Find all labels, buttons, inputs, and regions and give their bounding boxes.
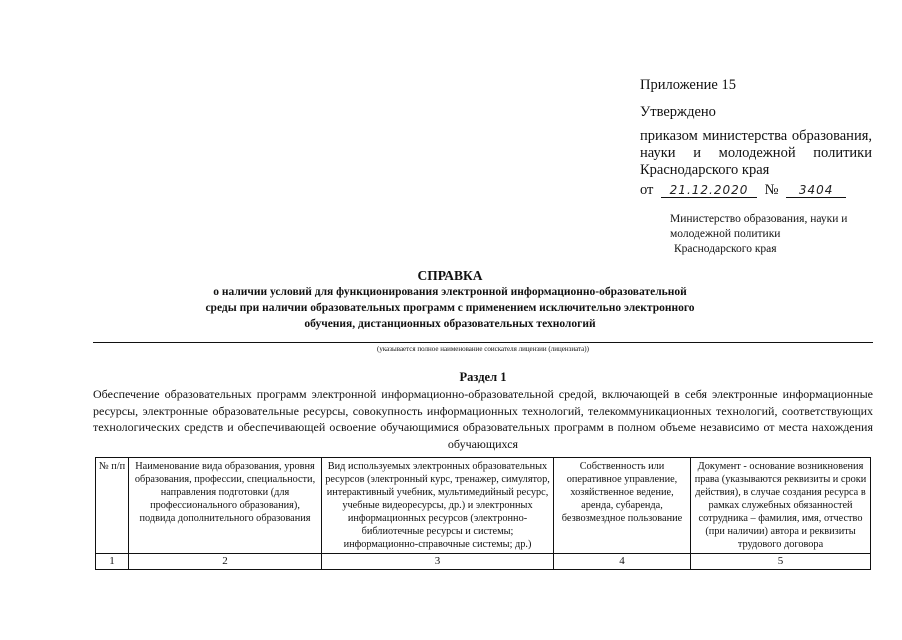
order-text: приказом министерства образования, науки и молодежной политики Краснодарского края (640, 128, 872, 178)
ministry-line: молодежной политики (670, 228, 781, 240)
appendix-label: Приложение 15 (640, 77, 736, 93)
licensee-name-line (93, 342, 873, 343)
section-title: Раздел 1 (459, 370, 507, 384)
ministry-line: Министерство образования, науки и (670, 213, 848, 225)
ministry-address (670, 212, 875, 257)
date-prefix: от (640, 182, 654, 198)
order-date-row (640, 182, 846, 199)
title-subtitle-line: среды при наличии образовательных программ с применением исключительно электронного (205, 302, 695, 314)
table-number-cell: 4 (554, 554, 691, 570)
licensee-caption: (указывается полное наименование соискателя лицензии (лицензиата)) (377, 345, 589, 353)
table-header-cell: Собственность или оперативное управление, хозяйственное ведение, аренда, субаренда, безвозмездное пользование (554, 458, 691, 554)
section-body: Обеспечение образовательных программ электронной информационно-образовательной средой, включающей в себя электронные информационные ресурсы, электронные образовательные ресурсы, совокупность информационных технологий, телекоммуникационных технологий, соответствующих технологических средств и обеспечивающей освоение обучающимися образовательных программ в полном объеме независимо от места нахождения обучающихся (93, 387, 873, 451)
table-header-cell: Вид используемых электронных образовательных ресурсов (электронный курс, тренажер, симулятор, интерактивный учебник, мультимедийный ресурс, учебные видеоресурсы, др.) и электронных информационных ресурсов (электронно-библиотечные ресурсы и системы; информационно-справочные системы; др.) (322, 458, 554, 554)
table-header-cell: № п/п (96, 458, 129, 554)
title-subtitle-line: о наличии условий для функционирования электронной информационно-образовательной (213, 286, 687, 298)
table-number-cell: 1 (96, 554, 129, 570)
ministry-line: Краснодарского края (674, 243, 777, 255)
table-number-cell: 3 (322, 554, 554, 570)
date-field: 21.12.2020 (661, 183, 757, 198)
table-number-cell: 2 (129, 554, 322, 570)
number-prefix: № (764, 182, 779, 198)
number-field: 3404 (786, 183, 846, 198)
table-header-cell: Наименование вида образования, уровня образования, профессии, специальности, направления подготовки (для профессионального образования), подвида дополнительного образования (129, 458, 322, 554)
resources-table (95, 457, 871, 570)
title-main: СПРАВКА (417, 268, 483, 283)
table-header-row (96, 458, 871, 554)
table-header-cell: Документ - основание возникновения права (указываются реквизиты и сроки действия), в случае создания ресурса в рамках служебных обязанностей сотрудника – фамилия, имя, отчество (при наличии) автора и реквизиты трудового договора (691, 458, 871, 554)
table-number-row (96, 554, 871, 570)
approved-label: Утверждено (640, 104, 716, 120)
document-title (150, 268, 750, 332)
table-number-cell: 5 (691, 554, 871, 570)
title-subtitle-line: обучения, дистанционных образовательных технологий (304, 318, 596, 330)
